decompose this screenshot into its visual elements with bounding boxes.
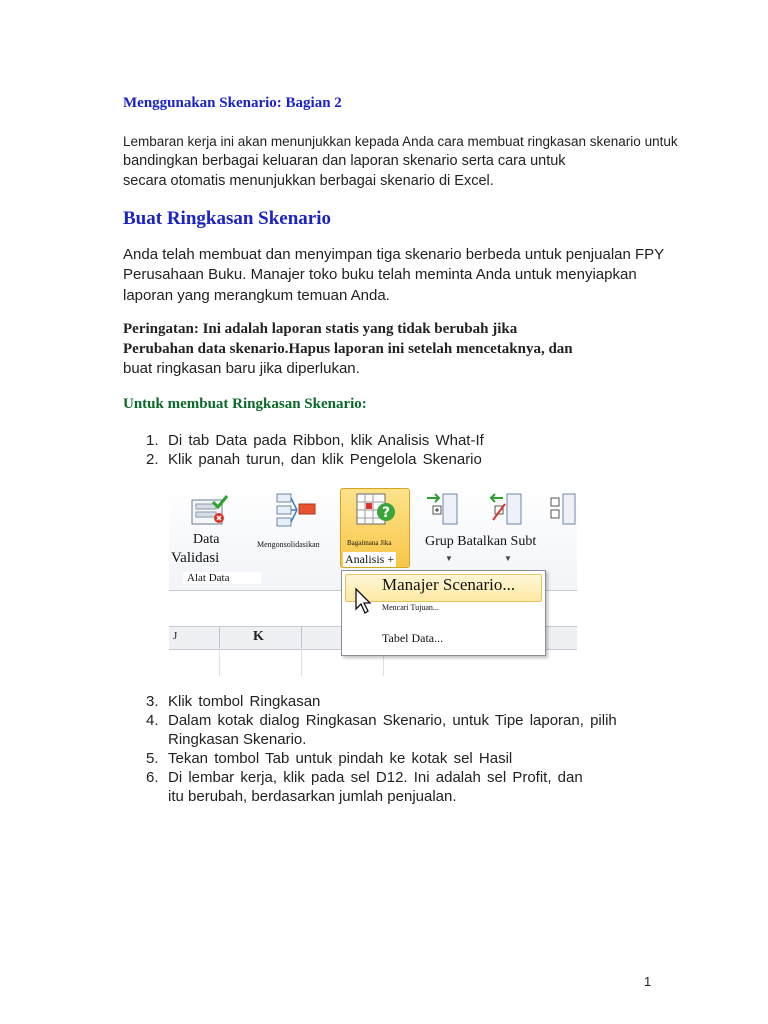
mouse-cursor-icon [354, 587, 372, 615]
menu-item-data-table[interactable]: Tabel Data... [382, 631, 444, 645]
consolidate-label: Mengonsolidasikan [257, 540, 320, 549]
data-tools-group-label: Alat Data [183, 572, 261, 584]
step-text: Klik panah turun, dan klik Pengelola Skenario [168, 451, 482, 468]
ungroup-icon [487, 492, 527, 528]
analisis-label: Analisis + [345, 552, 395, 566]
validasi-label: Validasi [171, 550, 220, 566]
step-number: 5. [146, 750, 159, 767]
group-icon [425, 492, 465, 528]
column-header-k[interactable]: K [253, 629, 264, 644]
step-number: 1. [146, 432, 159, 449]
gridline [301, 648, 302, 676]
intro-line-2: bandingkan berbagai keluaran dan laporan skenario serta cara untuk [123, 153, 566, 169]
excel-ribbon-screenshot [169, 486, 577, 676]
steps-heading: Untuk membuat Ringkasan Skenario: [123, 396, 367, 412]
intro-line-1: Lembaran kerja ini akan menunjukkan kepada Anda cara membuat ringkasan skenario untuk [123, 134, 678, 149]
group-dropdown-arrow-icon[interactable]: ▼ [445, 554, 453, 563]
step-text: Di lembar kerja, klik pada sel D12. Ini adalah sel Profit, dan [168, 769, 583, 786]
step-4-continued: Ringkasan Skenario. [168, 731, 307, 748]
step-text: Di tab Data pada Ribbon, klik Analisis What-If [168, 432, 484, 449]
menu-item-scenario-manager[interactable]: Manajer Scenario... [382, 575, 516, 594]
gridline [219, 648, 220, 676]
warning-line-1: Peringatan: Ini adalah laporan statis yang tidak berubah jika [123, 321, 518, 337]
column-header-j[interactable]: J [173, 630, 178, 642]
page-number: 1 [644, 974, 652, 989]
what-if-small-label: Bagaimana Jika [347, 539, 392, 547]
step-6-continued: itu berubah, berdasarkan jumlah penjualan. [168, 788, 457, 805]
consolidate-icon [273, 492, 319, 528]
step-4 [146, 712, 617, 729]
step-text: Tekan tombol Tab untuk pindah ke kotak sel Hasil [168, 750, 513, 767]
what-if-icon [355, 492, 395, 530]
step-3 [146, 693, 320, 710]
step-text: Klik tombol Ringkasan [168, 693, 321, 710]
intro-line-3: secara otomatis menunjukkan berbagai skenario di Excel. [123, 173, 494, 189]
paragraph-line-2: Perusahaan Buku. Manajer toko buku telah meminta Anda untuk menyiapkan [123, 266, 637, 283]
menu-item-goal-seek[interactable]: Mencari Tujuan... [382, 603, 439, 612]
step-number: 6. [146, 769, 159, 786]
step-number: 2. [146, 451, 159, 468]
what-if-dropdown-menu [341, 570, 546, 656]
group-ungroup-label: Grup Batalkan Subt [425, 534, 537, 549]
step-6 [146, 769, 583, 786]
ungroup-dropdown-arrow-icon[interactable]: ▼ [504, 554, 512, 563]
what-if-analysis-button[interactable] [340, 488, 410, 568]
paragraph-line-3: laporan yang merangkum temuan Anda. [123, 287, 390, 304]
warning-line-2: Perubahan data skenario.Hapus laporan ini setelah mencetaknya, dan [123, 341, 573, 357]
column-divider [219, 627, 220, 649]
subtotal-icon [549, 492, 577, 528]
column-divider [301, 627, 302, 649]
data-validation-icon [189, 494, 229, 528]
step-2 [146, 451, 482, 468]
svg-text:?: ? [382, 505, 391, 521]
data-validation-label: Data [193, 532, 220, 547]
document-subtitle: Menggunakan Skenario: Bagian 2 [123, 95, 342, 111]
step-text: Dalam kotak dialog Ringkasan Skenario, untuk Tipe laporan, pilih [168, 712, 617, 729]
step-5 [146, 750, 512, 767]
step-number: 4. [146, 712, 159, 729]
warning-line-3: buat ringkasan baru jika diperlukan. [123, 360, 360, 377]
section-title: Buat Ringkasan Skenario [123, 208, 332, 229]
paragraph-line-1: Anda telah membuat dan menyimpan tiga skenario berbeda untuk penjualan FPY [123, 246, 665, 263]
step-number: 3. [146, 693, 159, 710]
step-1 [146, 432, 484, 449]
